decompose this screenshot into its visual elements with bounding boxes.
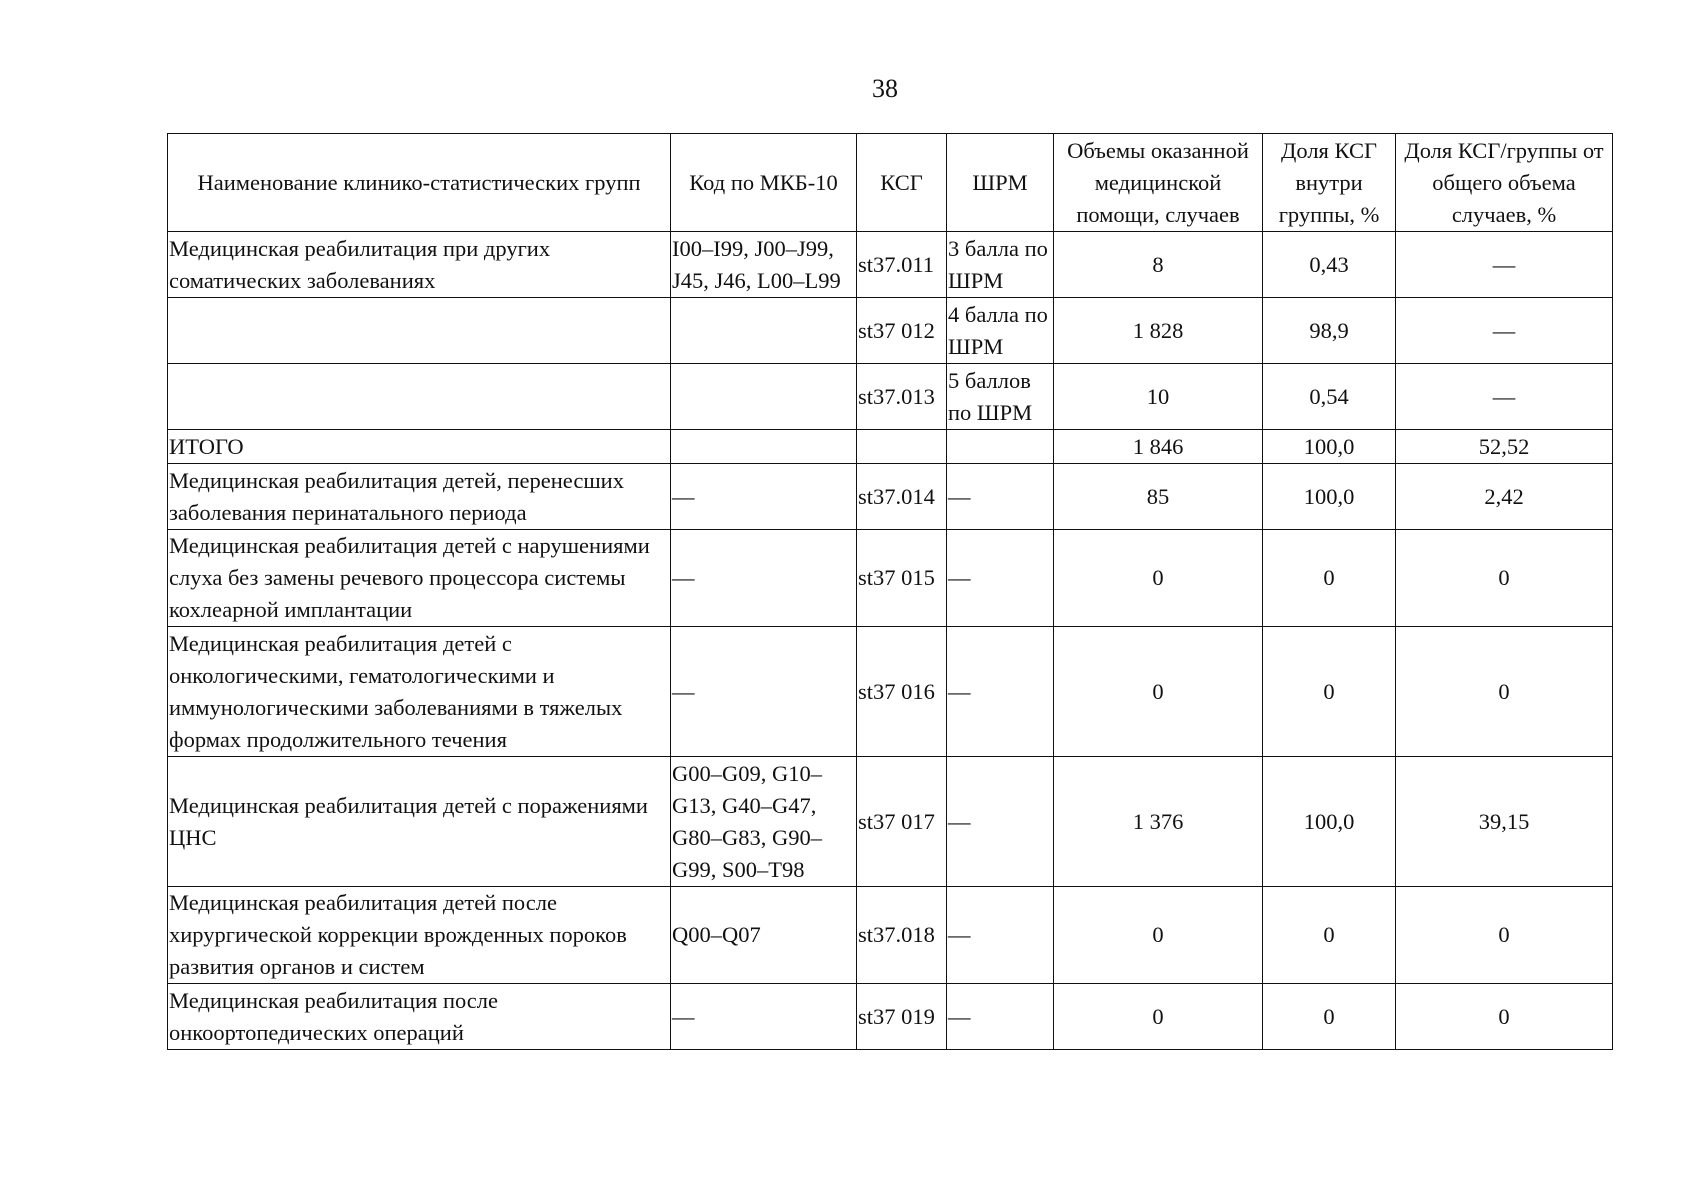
cell-code: Q00–Q07 <box>671 887 857 984</box>
header-volume: Объемы оказанной медицинской помощи, случаев <box>1054 134 1263 232</box>
cell-name: Медицинская реабилитация детей с нарушениями слуха без замены речевого процессора системы кохлеарной имплантации <box>168 530 671 627</box>
cell-share-total: 0 <box>1396 530 1613 627</box>
cell-code: — <box>671 627 857 757</box>
cell-name: Медицинская реабилитация детей с поражениями ЦНС <box>168 757 671 887</box>
cell-volume: 0 <box>1054 984 1263 1050</box>
cell-share-total: — <box>1396 364 1613 430</box>
page-number: 38 <box>872 74 898 103</box>
cell-code: G00–G09, G10–G13, G40–G47, G80–G83, G90–G99, S00–T98 <box>671 757 857 887</box>
header-ksg: КСГ <box>857 134 947 232</box>
header-share-in-group: Доля КСГ внутри группы, % <box>1263 134 1396 232</box>
cell-name: Медицинская реабилитация при других соматических заболеваниях <box>168 232 671 298</box>
table-row <box>168 232 1613 298</box>
cell-ksg: st37 016 <box>857 627 947 757</box>
cell-volume: 8 <box>1054 232 1263 298</box>
cell-share-total: 52,52 <box>1396 430 1613 464</box>
table-body <box>168 232 1613 1050</box>
cell-name <box>168 298 671 364</box>
cell-code: I00–I99, J00–J99, J45, J46, L00–L99 <box>671 232 857 298</box>
header-code: Код по МКБ-10 <box>671 134 857 232</box>
cell-name: Медицинская реабилитация детей после хирургической коррекции врожденных пороков развития органов и систем <box>168 887 671 984</box>
cell-share-in-group: 0,43 <box>1263 232 1396 298</box>
table-row <box>168 298 1613 364</box>
cell-shrm: — <box>947 887 1054 984</box>
cell-code: — <box>671 464 857 530</box>
cell-ksg: st37.014 <box>857 464 947 530</box>
header-name: Наименование клинико-статистических групп <box>168 134 671 232</box>
cell-name: Медицинская реабилитация после онкоортопедических операций <box>168 984 671 1050</box>
table-row <box>168 364 1613 430</box>
cell-share-in-group: 0,54 <box>1263 364 1396 430</box>
cell-shrm: — <box>947 627 1054 757</box>
cell-name: ИТОГО <box>168 430 671 464</box>
cell-share-in-group: 0 <box>1263 627 1396 757</box>
table-row-total <box>168 430 1613 464</box>
cell-volume: 1 846 <box>1054 430 1263 464</box>
cell-ksg: st37.013 <box>857 364 947 430</box>
cell-share-total: 2,42 <box>1396 464 1613 530</box>
cell-name <box>168 364 671 430</box>
table-row <box>168 887 1613 984</box>
cell-share-total: 0 <box>1396 887 1613 984</box>
table-row <box>168 984 1613 1050</box>
cell-code <box>671 298 857 364</box>
cell-code: — <box>671 530 857 627</box>
cell-shrm: — <box>947 984 1054 1050</box>
cell-share-in-group: 0 <box>1263 887 1396 984</box>
cell-share-in-group: 0 <box>1263 530 1396 627</box>
table-row <box>168 627 1613 757</box>
cell-ksg: st37 019 <box>857 984 947 1050</box>
cell-name: Медицинская реабилитация детей с онкологическими, гематологическими и иммунологическими заболеваниями в тяжелых формах продолжительного течения <box>168 627 671 757</box>
cell-share-in-group: 100,0 <box>1263 430 1396 464</box>
cell-share-total: — <box>1396 298 1613 364</box>
header-shrm: ШРМ <box>947 134 1054 232</box>
cell-share-total: 0 <box>1396 627 1613 757</box>
cell-share-in-group: 100,0 <box>1263 757 1396 887</box>
cell-share-total: 39,15 <box>1396 757 1613 887</box>
ksg-table <box>167 133 1613 1050</box>
cell-share-in-group: 0 <box>1263 984 1396 1050</box>
table-header <box>168 134 1613 232</box>
cell-volume: 1 376 <box>1054 757 1263 887</box>
cell-shrm: 5 баллов по ШРМ <box>947 364 1054 430</box>
cell-code <box>671 364 857 430</box>
cell-ksg: st37 017 <box>857 757 947 887</box>
cell-volume: 1 828 <box>1054 298 1263 364</box>
cell-volume: 0 <box>1054 887 1263 984</box>
cell-ksg: st37 012 <box>857 298 947 364</box>
cell-ksg: st37 015 <box>857 530 947 627</box>
table-row <box>168 464 1613 530</box>
cell-shrm: 3 балла по ШРМ <box>947 232 1054 298</box>
cell-shrm <box>947 430 1054 464</box>
cell-share-total: 0 <box>1396 984 1613 1050</box>
cell-shrm: — <box>947 757 1054 887</box>
cell-volume: 10 <box>1054 364 1263 430</box>
cell-volume: 0 <box>1054 530 1263 627</box>
cell-volume: 0 <box>1054 627 1263 757</box>
table-row <box>168 530 1613 627</box>
header-row <box>168 134 1613 232</box>
cell-code: — <box>671 984 857 1050</box>
cell-ksg: st37.018 <box>857 887 947 984</box>
cell-ksg: st37.011 <box>857 232 947 298</box>
cell-share-in-group: 98,9 <box>1263 298 1396 364</box>
cell-share-total: — <box>1396 232 1613 298</box>
cell-shrm: — <box>947 530 1054 627</box>
cell-name: Медицинская реабилитация детей, перенесших заболевания перинатального периода <box>168 464 671 530</box>
cell-shrm: 4 балла по ШРМ <box>947 298 1054 364</box>
cell-code <box>671 430 857 464</box>
cell-ksg <box>857 430 947 464</box>
table-row <box>168 757 1613 887</box>
cell-share-in-group: 100,0 <box>1263 464 1396 530</box>
cell-shrm: — <box>947 464 1054 530</box>
cell-volume: 85 <box>1054 464 1263 530</box>
header-share-total: Доля КСГ/группы от общего объема случаев, % <box>1396 134 1613 232</box>
